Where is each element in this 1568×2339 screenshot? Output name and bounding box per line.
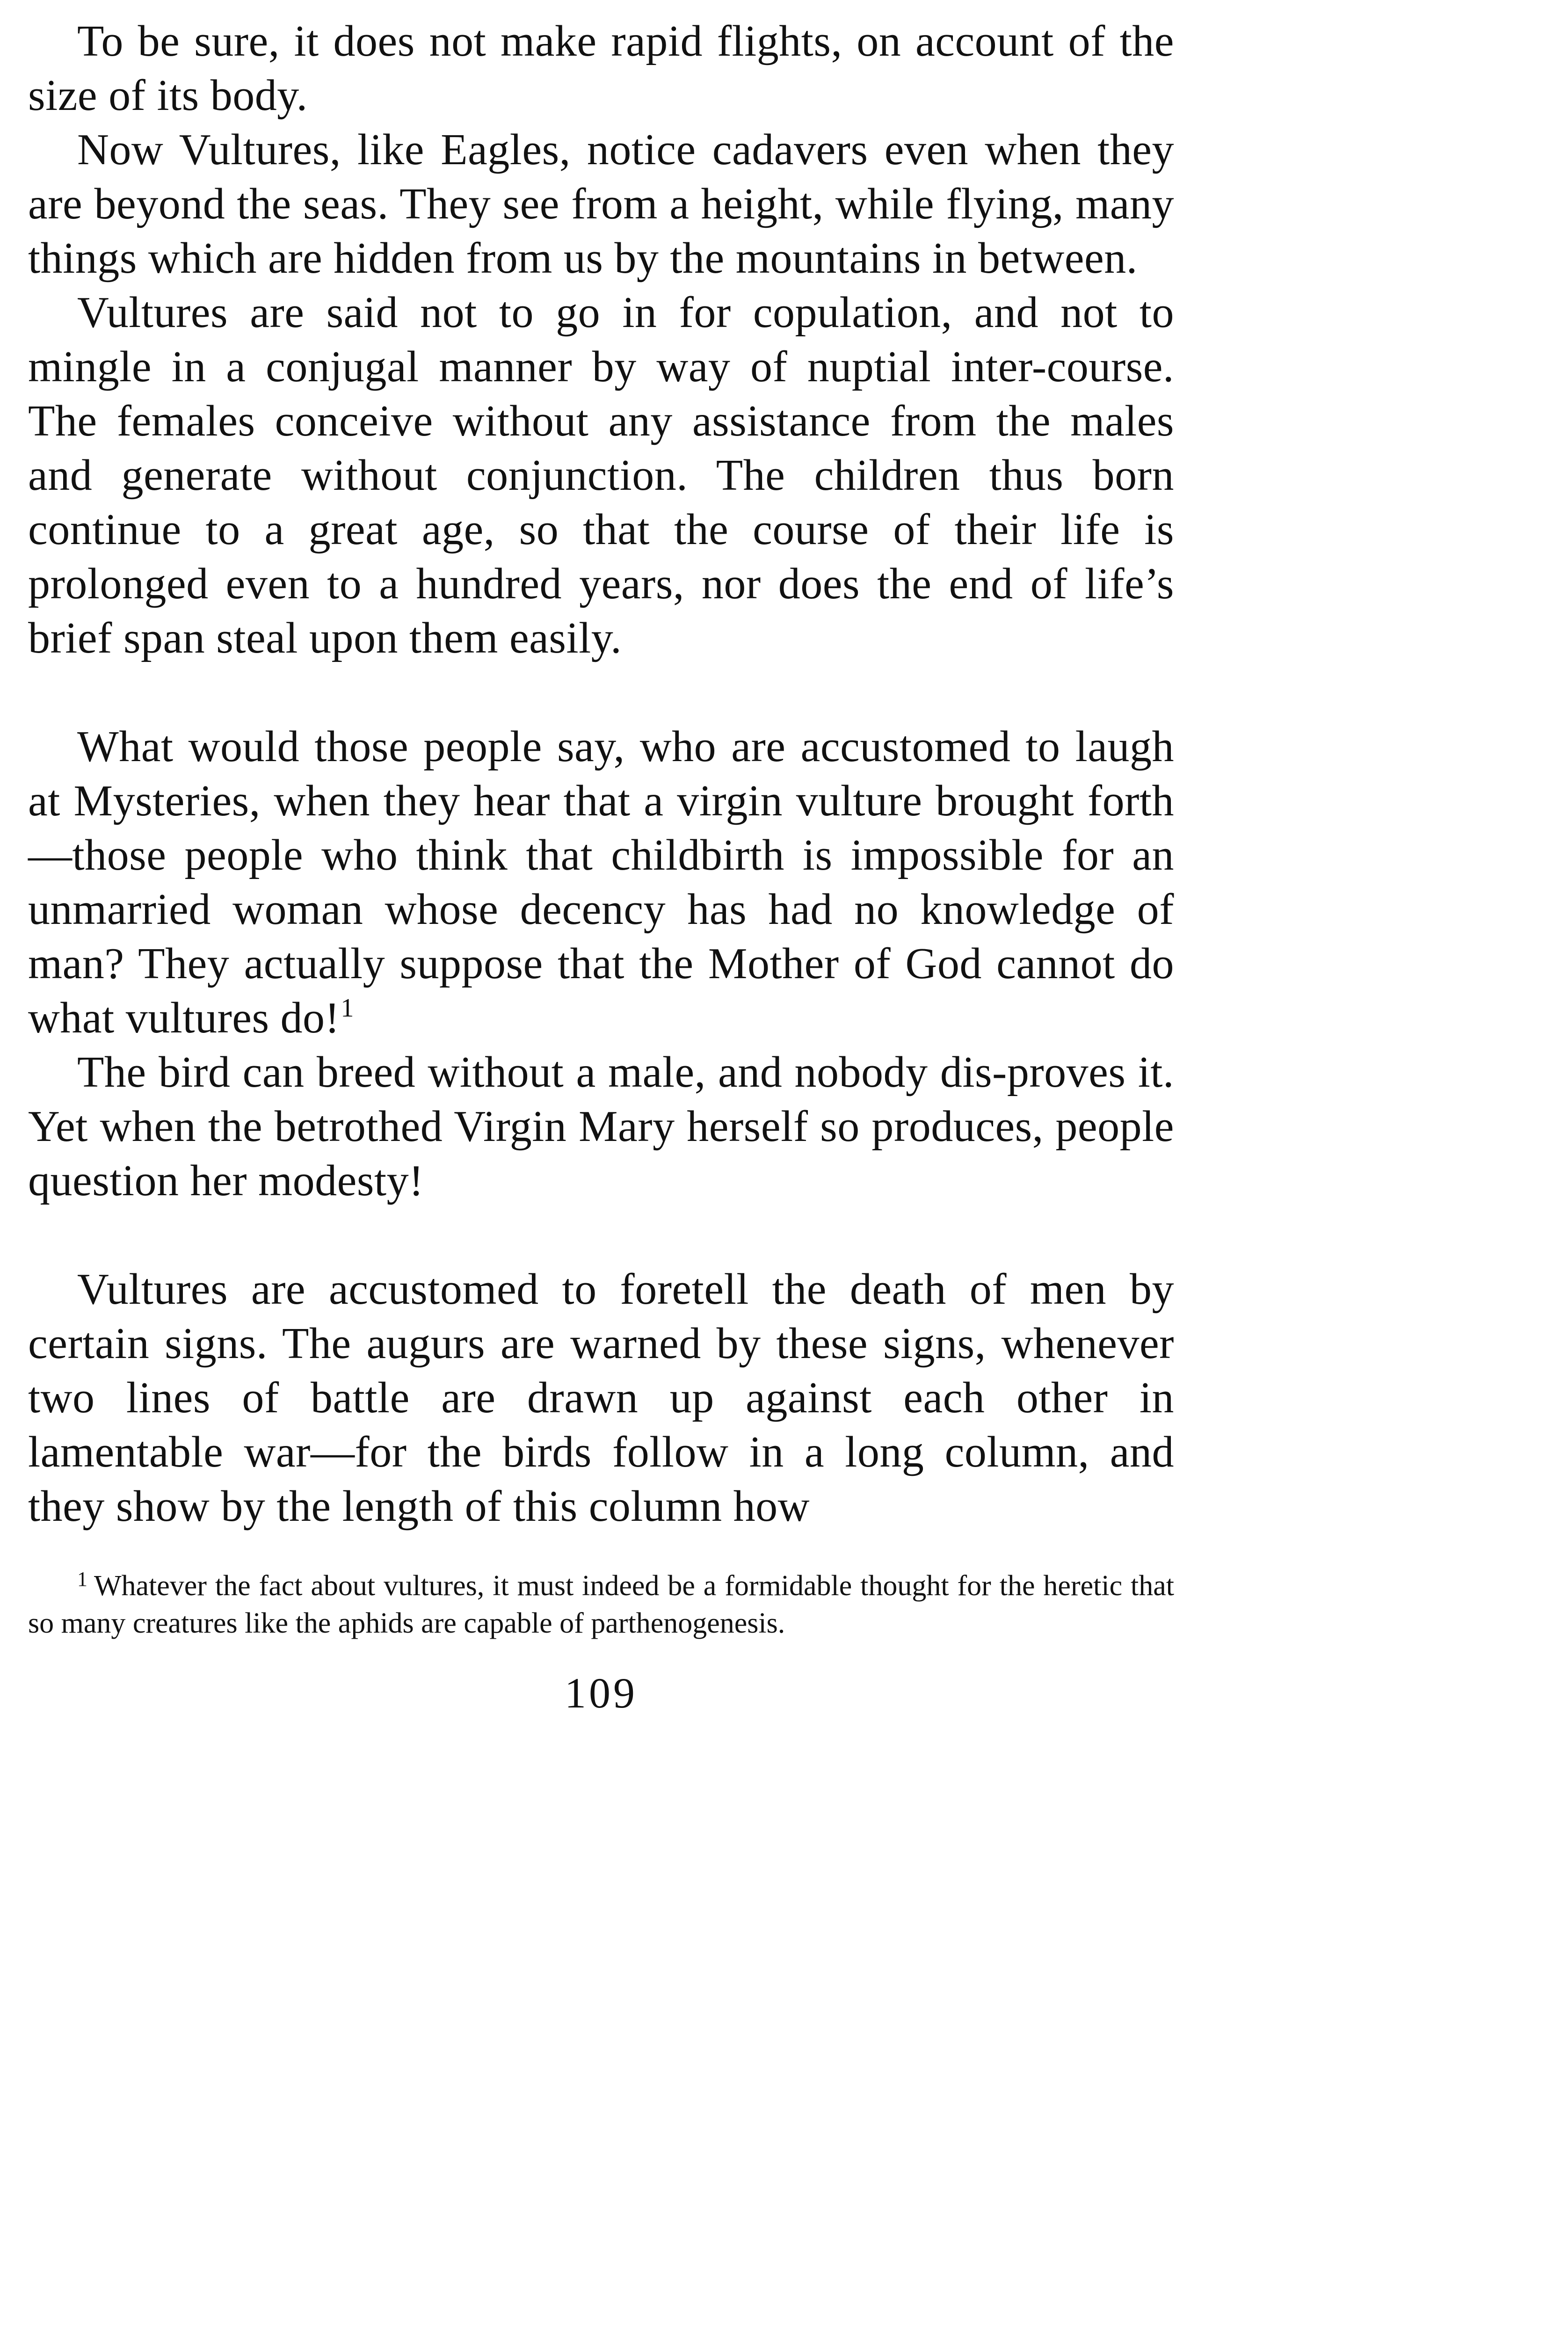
footnote-reference[interactable]: 1 [341, 994, 354, 1023]
paragraph-mysteries [28, 719, 1174, 1045]
paragraph-mysteries-text: What would those people say, who are accustomed to laugh at Mysteries, when they hear that a virgin vulture brought forth—those people who think that childbirth is impossible for an unmarried woman whose decency has had no knowledge of man? They actually suppose that the Mother of God cannot do what vultures do! [28, 722, 1174, 1042]
paragraph-vultures-reproduction: Vultures are said not to go in for copulation, and not to mingle in a conjugal manner by way of nuptial inter-course. The females conceive without any assistance from the males and generate without conjunction. The children thus born continue to a great age, so that the course of their life is prolonged even to a hundred years, nor does the end of life’s brief span steal upon them easily. [28, 288, 1174, 662]
paragraph-flight: To be sure, it does not make rapid flights, on account of the size of its body. [28, 17, 1174, 120]
page-number: 109 [565, 1669, 638, 1717]
paragraph-bird-breed: The bird can breed without a male, and nobody dis-proves it. Yet when the betrothed Virgin Mary herself so produces, people question her modesty! [28, 1048, 1174, 1205]
footnote [28, 1561, 1174, 1642]
paragraph-foretell-death: Vultures are accustomed to foretell the death of men by certain signs. The augurs are warned by these signs, whenever two lines of battle are drawn up against each other in lamentable war—for the birds follow in a long column, and they show by the length of this column how [28, 1265, 1174, 1531]
book-page [28, 14, 1174, 1718]
section-break [28, 665, 1174, 719]
section-break [28, 1208, 1174, 1262]
footnote-marker: 1 [77, 1568, 87, 1591]
paragraph-vultures-sight: Now Vultures, like Eagles, notice cadavers even when they are beyond the seas. They see from a height, while flying, many things which are hidden from us by the mountains in between. [28, 125, 1174, 283]
footnote-text: Whatever the fact about vultures, it must indeed be a formidable thought for the heretic that so many creatures like the aphids are capable of parthenogenesis. [28, 1570, 1174, 1639]
